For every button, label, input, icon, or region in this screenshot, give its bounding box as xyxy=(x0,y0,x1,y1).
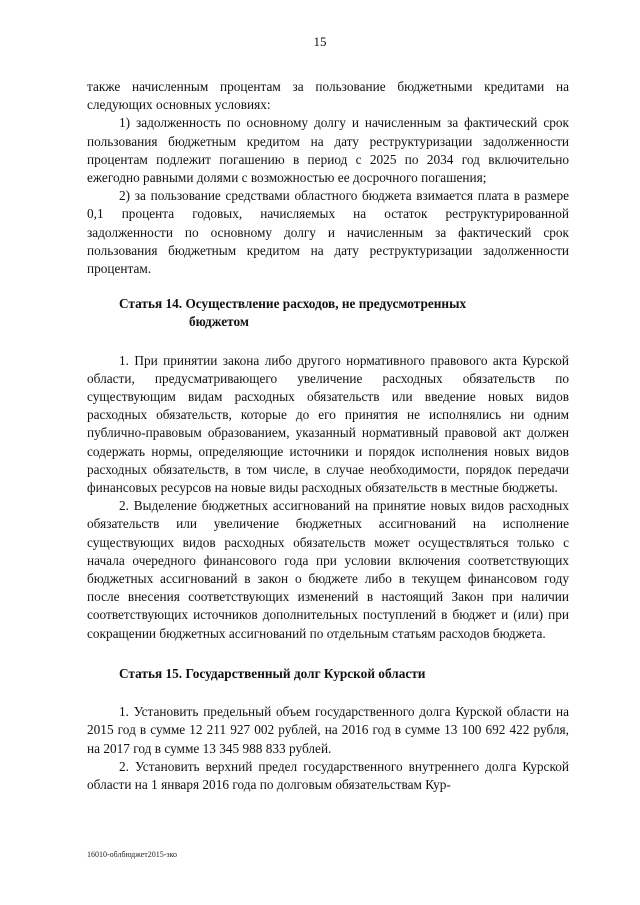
article-14-paragraph-1: 1. При принятии закона либо другого нормативного правового акта Курской области, предусматривающего увеличение расходных обязательств по существующим видам расходных обязательств или введение новых видов расходных обязательств, которые до его принятия не исполнялись ни одним публично-правовым образованием, указанный нормативный правовой акт должен содержать нормы, определяющие источники и порядок исполнения новых видов расходных обязательств, в том числе, в случае необходимости, порядок передачи финансовых ресурсов на новые виды расходных обязательств в местные бюджеты. xyxy=(87,352,569,496)
intro-paragraph: также начисленным процентам за пользование бюджетными кредитами на следующих основных условиях: xyxy=(87,79,569,113)
condition-1-paragraph: 1) задолженность по основному долгу и начисленным за фактический срок пользования бюджетным кредитом на дату реструктуризации задолженности процентам подлежит погашению в период с 2025 по 2034 год включительно ежегодно равными долями с возможностью ее досрочного погашения; xyxy=(87,115,569,186)
page-number: 15 xyxy=(313,34,327,49)
article-14-heading xyxy=(87,295,569,331)
article-15-paragraph-2: 2. Установить верхний предел государственного внутреннего долга Курской области на 1 января 2016 года по долговым обязательствам Кур- xyxy=(87,758,569,792)
article-14-heading-line2: бюджетом xyxy=(189,314,249,330)
article-15-paragraph-1: 1. Установить предельный объем государственного долга Курской области на 2015 год в сумме 12 211 927 002 рублей, на 2016 год в сумме 13 100 692 422 рубля, на 2017 год в сумме 13 345 988 833 рублей. xyxy=(87,704,569,756)
article-14-paragraph-2: 2. Выделение бюджетных ассигнований на принятие новых видов расходных обязательств или увеличение бюджетных ассигнований на исполнение существующих видов расходных обязательств может осуществляться только с начала очередного финансового года при условии включения соответствующих бюджетных ассигнований в закон о бюджете либо в текущем финансовом году после внесения соответствующих изменений в настоящий Закон при наличии соответствующих источников дополнительных поступлений в бюджет и (или) при сокращении бюджетных ассигнований по отдельным статьям расходов бюджета. xyxy=(87,498,569,641)
document-body xyxy=(87,78,569,794)
condition-2-paragraph: 2) за пользование средствами областного бюджета взимается плата в размере 0,1 процента годовых, начисляемых на остаток реструктурированной задолженности по основному долгу и начисленным за фактический срок пользования бюджетным кредитом на дату реструктуризации задолженности процентам. xyxy=(87,188,569,277)
article-15-heading: Статья 15. Государственный долг Курской области xyxy=(119,665,426,681)
document-footer-code: 16010-облбюджет2015-зко xyxy=(87,850,178,859)
article-14-heading-line1: Статья 14. Осуществление расходов, не предусмотренных xyxy=(119,296,467,312)
